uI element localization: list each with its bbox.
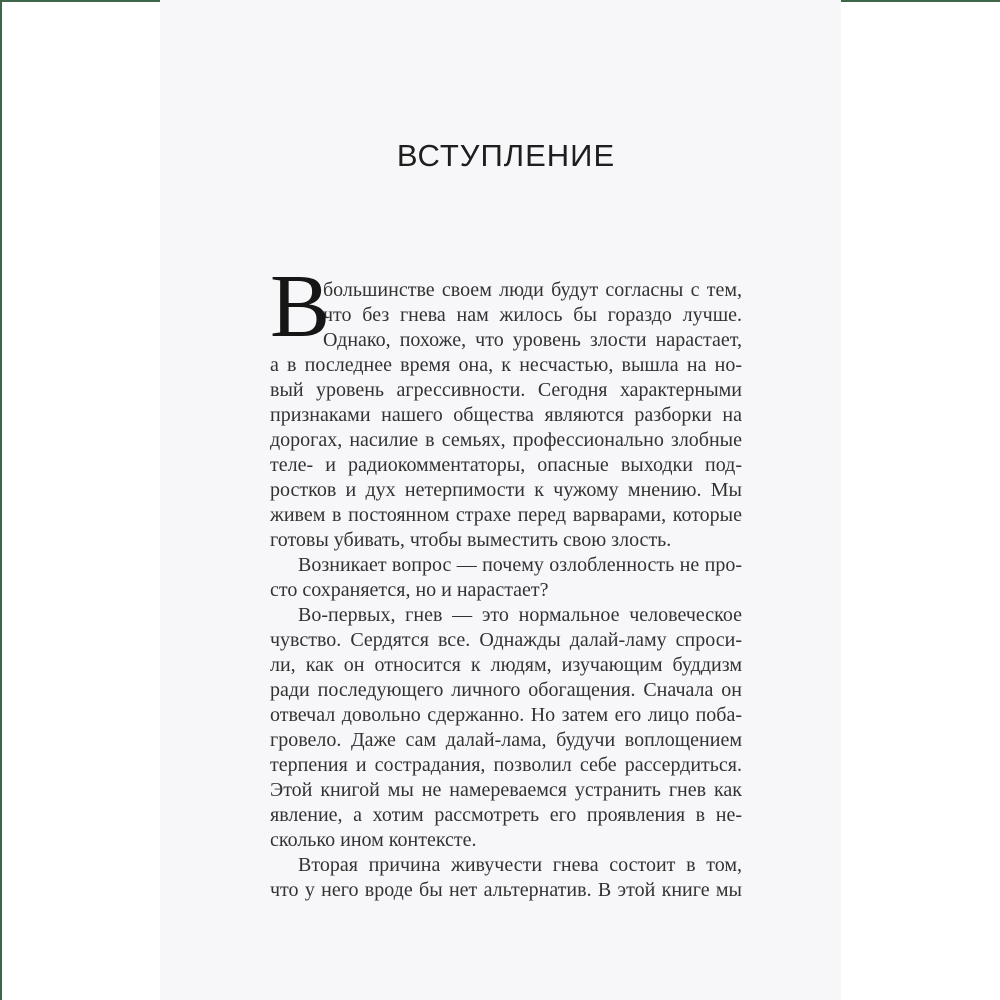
text-line: сколько ином контексте. [270,829,477,851]
text-line: живем в постоянном страхе перед варварами, которые [270,504,742,526]
text-line: терпения и сострадания, позволил себе рассердиться. [270,754,742,776]
paragraph [270,257,742,553]
text-line: дорогах, насилие в семьях, профессионально злобные [270,429,742,451]
text-line: готовы убивать, чтобы выместить свою злость. [270,529,672,551]
text-line: Возникает вопрос — почему озлобленность не про- [298,554,742,576]
paragraph [270,853,742,903]
text-line: ли, как он относится к людям, изучающим буддизм [270,654,742,676]
text-line: что у него вроде бы нет альтернатив. В этой книге мы [270,879,742,901]
paragraph [270,603,742,853]
text-line: явление, а хотим рассмотреть его проявления в не- [270,804,742,826]
text-line: а в последнее время она, к несчастью, вышла на но- [270,354,742,376]
drop-cap: В [270,257,331,356]
text-line: Этой книгой мы не намереваемся устранить гнев как [270,779,742,801]
text-line: что без гнева нам жилось бы гораздо лучше. [323,304,742,326]
chapter-title: ВСТУПЛЕНИЕ [396,138,616,173]
text-line: вый уровень агрессивности. Сегодня характерными [270,379,742,401]
text-line: Во-первых, гнев — это нормальное человеческое [298,604,742,626]
text-line: Однако, похоже, что уровень злости нарастает, [323,329,742,351]
paragraph [270,553,742,603]
book-page [160,0,841,1000]
text-line: гровело. Даже сам далай-лама, будучи воплощением [270,729,742,751]
text-line: сто сохраняется, но и нарастает? [270,579,549,601]
text-line: большинстве своем люди будут согласны с тем, [323,279,742,301]
text-line: признаками нашего общества являются разборки на [270,404,742,426]
text-line: Вторая причина живучести гнева состоит в том, [298,854,742,876]
text-line: чувство. Сердятся все. Однажды далай-ламу спроси- [270,629,742,651]
text-line: ростков и дух нетерпимости к чужому мнению. Мы [270,479,742,501]
text-line: отвечал довольно сдержанно. Но затем его лицо поба- [270,704,742,726]
text-line: теле- и радиокомментаторы, опасные выходки под- [270,454,742,476]
chapter-body [270,257,742,903]
text-line: ради последующего личного обогащения. Сначала он [270,679,742,701]
